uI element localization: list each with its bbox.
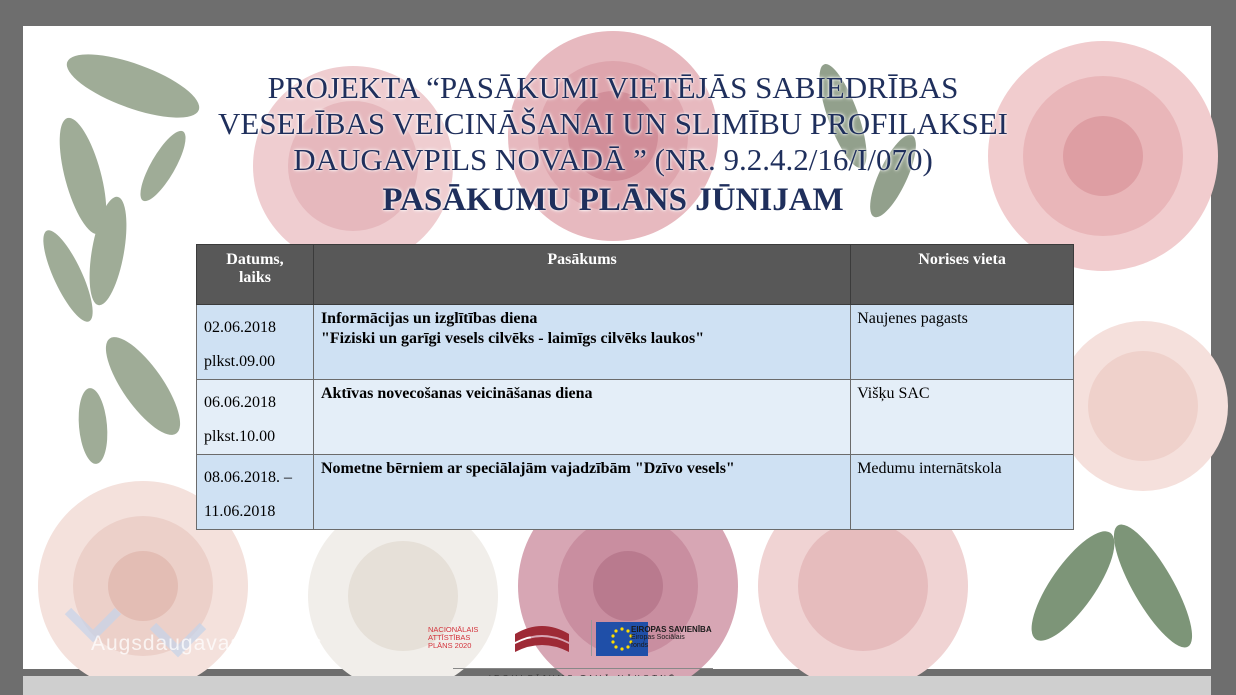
logo-divider: [591, 620, 592, 656]
event-cell: [313, 455, 850, 530]
latvia-emblem-icon: [511, 622, 573, 656]
watermark-text: Augsdaugavas novads: [91, 632, 323, 655]
table-header-row: [197, 245, 1074, 305]
nap-line2: ATTĪSTĪBAS: [428, 633, 471, 642]
next-slide-preview: [23, 676, 1211, 695]
rose-right-middle: [1058, 321, 1228, 491]
title-line-3: DAUGAVPILS NOVADĀ ” (NR. 9.2.4.2/16/I/070): [293, 142, 933, 177]
slide: [23, 26, 1211, 669]
table-row: [197, 305, 1074, 380]
date-value: 08.06.2018. –: [204, 469, 292, 486]
title-line-1: PROJEKTA “PASĀKUMI VIETĒJĀS SABIEDRĪBAS: [267, 70, 959, 105]
header-date-line2: laiks: [238, 269, 271, 286]
date-value: 06.06.2018: [204, 394, 276, 411]
leaves-bottom-right: [1018, 515, 1206, 656]
event-title: Nometne bērniem ar speciālajām vajadzībām "Dzīvo vesels": [320, 460, 735, 477]
header-date: [197, 245, 314, 305]
eu-line3: fonds: [631, 642, 649, 649]
event-cell: [313, 305, 850, 380]
header-date-line1: Datums,: [226, 251, 284, 268]
title-line-2: VESELĪBAS VEICINĀŠANAI UN SLIMĪBU PROFILAKSEI: [218, 106, 1008, 141]
event-title: Informācijas un izglītības diena: [320, 310, 538, 327]
eu-line2: Eiropas Sociālais: [631, 634, 685, 641]
nap-line1: NACIONĀLAIS: [428, 625, 479, 634]
date-cell: [197, 455, 314, 530]
event-description: "Fiziski un garīgi vesels cilvēks - laimīgs cilvēks laukos": [320, 330, 705, 347]
time-value: plkst.10.00: [204, 428, 276, 445]
date-cell: [197, 380, 314, 455]
time-value: plkst.09.00: [204, 353, 276, 370]
eu-logo-text: [631, 626, 712, 650]
events-table: [196, 244, 1074, 530]
nap-line3: PLĀNS 2020: [428, 641, 472, 650]
table-row: [197, 380, 1074, 455]
place-cell: Višķu SAC: [851, 380, 1074, 455]
header-place: Norises vieta: [851, 245, 1074, 305]
plan-subtitle: PASĀKUMU PLĀNS JŪNIJAM: [382, 182, 844, 218]
header-event: Pasākums: [313, 245, 850, 305]
table-row: [197, 455, 1074, 530]
nap2020-logo-text: [428, 626, 488, 650]
event-title: Aktīvas novecošanas veicināšanas diena: [320, 385, 593, 402]
project-title: [163, 70, 1063, 178]
eu-line1: EIROPAS SAVIENĪBA: [631, 625, 712, 634]
place-cell: Medumu internātskola: [851, 455, 1074, 530]
event-cell: [313, 380, 850, 455]
date-cell: [197, 305, 314, 380]
funding-logos: [428, 618, 728, 668]
footer-divider: [453, 668, 713, 669]
place-cell: Naujenes pagasts: [851, 305, 1074, 380]
time-value: 11.06.2018: [204, 503, 276, 520]
date-value: 02.06.2018: [204, 319, 276, 336]
